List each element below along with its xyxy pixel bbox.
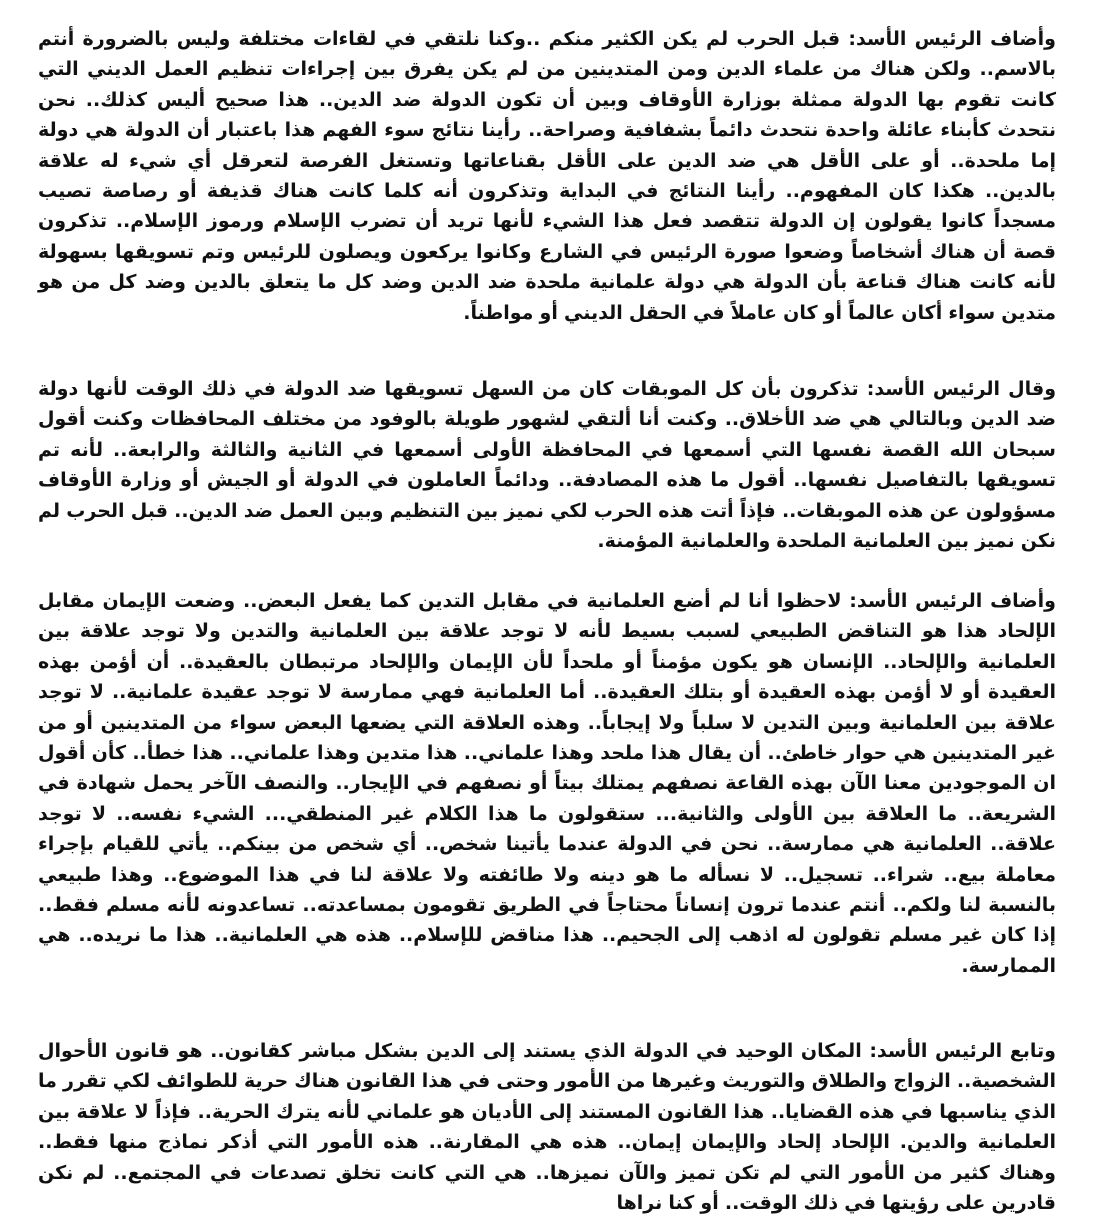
paragraph-3: وأضاف الرئيس الأسد: لاحظوا أنا لم أضع العلمانية في مقابل التدين كما يفعل البعض.. وضعت الإيمان مقابل الإلحاد هذا هو التناقض الطبيعي لسبب بسيط لأنه لا توجد علاقة بين العلمانية والتدين ولا توجد علاقة بين العلمانية والإلحاد.. الإنسان هو يكون مؤمناً أو ملحداً لأن الإيمان والإلحاد مرتبطان بالعقيدة.. أن أؤمن بهذه العقيدة أو لا أؤمن بهذه العقيدة أو بتلك العقيدة.. أما العلمانية فهي ممارسة لا توجد عقيدة علمانية.. لا توجد علاقة بين العلمانية وبين التدين لا سلباً ولا إيجاباً.. وهذه العلاقة التي يضعها البعض سواء من المتدينين أو من غير المتدينين هي حوار خاطئ.. أن يقال هذا ملحد وهذا علماني.. هذا متدين وهذا علماني.. هذا خطأ.. كأن أقول ان الموجودين معنا الآن بهذه القاعة نصفهم يمتلك بيتاً أو نصفهم في الإيجار.. والنصف الآخر يحمل شهادة في الشريعة.. ما العلاقة بين الأولى والثانية... ستقولون ما هذا الكلام غير المنطقي... الشيء نفسه.. لا توجد علاقة.. العلمانية هي ممارسة.. نحن في الدولة عندما يأتينا شخص.. أي شخص من بينكم.. يأتي للقيام بإجراء معاملة بيع.. شراء.. تسجيل.. لا نسأله ما هو دينه ولا طائفته ولا علاقة لنا في هذا الموضوع.. وهذا طبيعي بالنسبة لنا ولكم.. أنتم عندما ترون إنساناً محتاجاً في الطريق تقومون بمساعدته.. تساعدونه لأنه مسلم فقط.. إذا كان غير مسلم تقولون له اذهب إلى الجحيم.. هذا مناقض للإسلام.. هذه هي العلمانية.. هذا ما نريده.. هي الممارسة.: [38, 590, 1056, 977]
paragraph-4: وتابع الرئيس الأسد: المكان الوحيد في الدولة الذي يستند إلى الدين بشكل مباشر كقانون.. هو قانون الأحوال الشخصية.. الزواج والطلاق والتوريث وغيرها من الأمور وحتى في هذا القانون هناك حرية للطوائف لكي تقرر ما الذي يناسبها في هذه القضايا.. هذا القانون المستند إلى الأديان هو علماني لأنه يترك الحرية.. فإذاً لا علاقة بين العلمانية والدين. الإلحاد إلحاد والإيمان إيمان.. هذه هي المقارنة.. هذه الأمور التي أذكر نماذج منها فقط.. وهناك كثير من الأمور التي لم تكن تميز والآن نميزها.. هي التي كانت تخلق تصدعات في المجتمع.. لم نكن قادرين على رؤيتها في ذلك الوقت.. أو كنا نراها: [38, 1040, 1056, 1215]
paragraph-1: وأضاف الرئيس الأسد: قبل الحرب لم يكن الكثير منكم ..وكنا نلتقي في لقاءات مختلفة وليس بالضرورة أنتم بالاسم.. ولكن هناك من علماء الدين ومن المتدينين من لم يكن يفرق بين إجراءات تنظيم العمل الديني التي كانت تقوم بها الدولة ممثلة بوزارة الأوقاف وبين أن تكون الدولة ضد الدين.. هذا صحيح أليس كذلك.. نحن نتحدث كأبناء عائلة واحدة نتحدث دائماً بشفافية وصراحة.. رأينا نتائج سوء الفهم هذا باعتبار أن الدولة هي دولة إما ملحدة.. أو على الأقل هي ضد الدين على الأقل بقناعاتها وتستغل الفرصة لتعرقل أي شيء له علاقة بالدين.. هكذا كان المفهوم.. رأينا النتائج في البداية وتذكرون أنه كلما كانت هناك قذيفة أو رصاصة تصيب مسجداً كانوا يقولون إن الدولة تتقصد فعل هذا الشيء لأنها تريد أن تضرب الإسلام ورموز الإسلام.. تذكرون قصة أن هناك أشخاصاً وضعوا صورة الرئيس في الشارع وكانوا يركعون ويصلون للرئيس وتم تسويقها بسهولة لأنه كانت هناك قناعة بأن الدولة هي دولة علمانية ملحدة ضد الدين وضد كل ما يتعلق بالدين وضد كل من هو متدين سواء أكان عالماً أو كان عاملاً في الحقل الديني أو مواطناً.: [38, 28, 1056, 324]
paragraph-2: وقال الرئيس الأسد: تذكرون بأن كل الموبقات كان من السهل تسويقها ضد الدولة في ذلك الوقت لأنها دولة ضد الدين وبالتالي هي ضد الأخلاق.. وكنت أنا ألتقي لشهور طويلة بالوفود من مختلف المحافظات وكنت أقول سبحان الله القصة نفسها التي أسمعها في المحافظة الأولى أسمعها في الثانية والثالثة والرابعة.. لأنه تم تسويقها بالتفاصيل نفسها.. أقول ما هذه المصادفة.. ودائماً العاملون في الدولة أو الجيش أو وزارة الأوقاف مسؤولون عن هذه الموبقات.. فإذاً أتت هذه الحرب لكي نميز بين التنظيم وبين العمل ضد الدين.. قبل الحرب لم نكن نميز بين العلمانية الملحدة والعلمانية المؤمنة.: [38, 378, 1056, 553]
